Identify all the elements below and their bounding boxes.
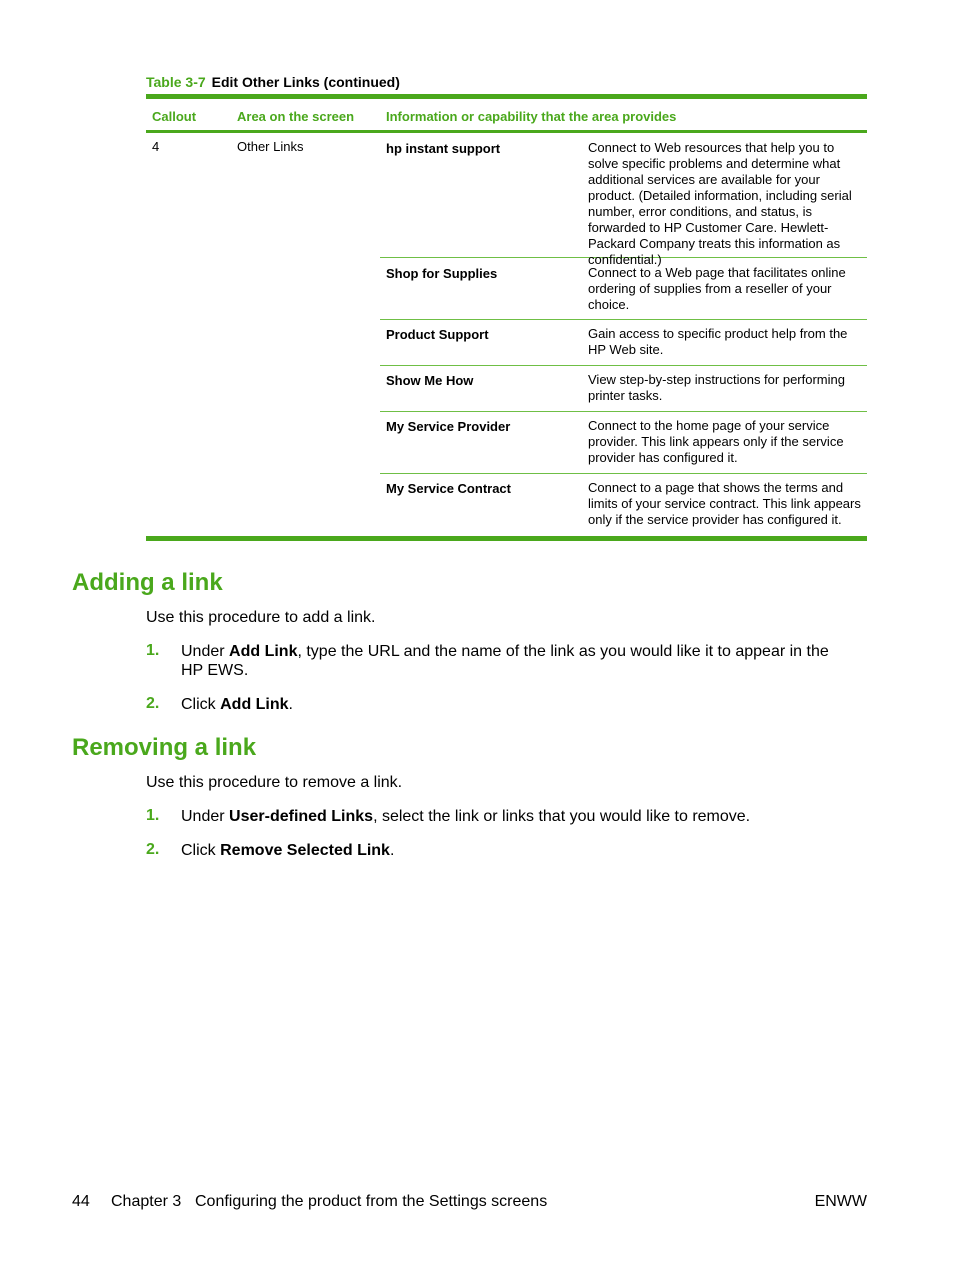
callout-number: 4 <box>152 139 160 154</box>
step-text: Click <box>181 842 221 859</box>
adding-step-1-number: 1. <box>146 642 160 659</box>
link-name: Shop for Supplies <box>386 266 498 281</box>
link-description: Connect to a page that shows the terms and limits of your service contract. This link appears only if the service provider has configured it. <box>588 480 861 527</box>
removing-step-2 <box>181 841 851 860</box>
removing-step-1-number: 1. <box>146 807 160 824</box>
adding-step-2-number: 2. <box>146 695 160 712</box>
link-name: My Service Provider <box>386 419 511 434</box>
section-title-adding: Adding a link <box>72 569 223 596</box>
header-info: Information or capability that the area provides <box>386 109 677 124</box>
table-row <box>380 133 867 267</box>
table-body <box>146 133 867 536</box>
step-text: Under <box>181 643 230 660</box>
link-description: Connect to a Web page that facilitates online ordering of supplies from a reseller of your choice. <box>588 265 846 312</box>
removing-step-2-number: 2. <box>146 841 160 858</box>
table-number: Table 3-7 <box>146 74 206 90</box>
ui-term: Add Link <box>220 696 289 713</box>
step-text: . <box>389 842 395 859</box>
table-row <box>380 412 867 474</box>
chapter-title: Configuring the product from the Settings screens <box>195 1193 548 1210</box>
step-text: Under <box>181 808 230 825</box>
link-description: Connect to Web resources that help you to solve specific problems and determine what additional services are available for your product. (Detailed information, including serial number, error conditions, and status, is forwarded to HP Customer Care. Hewlett-Packard Company treats this information as confidential.) <box>588 140 852 267</box>
adding-intro: Use this procedure to add a link. <box>146 609 376 626</box>
page-number: 44 <box>72 1193 90 1210</box>
header-callout: Callout <box>152 109 197 124</box>
table-row <box>380 258 867 320</box>
adding-step-1 <box>181 642 851 680</box>
table-row <box>380 474 867 536</box>
link-name: hp instant support <box>386 141 501 156</box>
step-text: . <box>288 696 293 713</box>
table-row <box>380 320 867 366</box>
table-header-row <box>146 99 867 130</box>
table-bottom-rule <box>146 536 867 541</box>
chapter-label: Chapter 3 <box>111 1193 182 1210</box>
link-name: Product Support <box>386 327 489 342</box>
ui-term: User-defined Links <box>229 808 374 825</box>
locale-code: ENWW <box>814 1193 867 1210</box>
adding-step-2 <box>181 695 851 714</box>
links-table <box>146 94 867 541</box>
area-name: Other Links <box>237 139 304 154</box>
link-name: My Service Contract <box>386 481 511 496</box>
section-title-removing: Removing a link <box>72 734 257 761</box>
step-text: , select the link or links that you would like to remove. <box>373 808 751 825</box>
link-name: Show Me How <box>386 373 474 388</box>
header-area: Area on the screen <box>237 109 355 124</box>
removing-step-1 <box>181 807 851 826</box>
step-text: , type the URL and the name of the link as you would like it to appear in the HP EWS. <box>181 643 829 679</box>
ui-term: Add Link <box>229 643 298 660</box>
link-description: View step-by-step instructions for performing printer tasks. <box>588 372 845 403</box>
ui-term: Remove Selected Link <box>220 842 390 859</box>
table-caption <box>146 74 400 90</box>
table-title: Edit Other Links (continued) <box>211 74 400 90</box>
link-description: Connect to the home page of your service provider. This link appears only if the service provider has configured it. <box>588 418 844 465</box>
link-description: Gain access to specific product help from the HP Web site. <box>588 326 848 357</box>
table-row <box>380 366 867 412</box>
removing-intro: Use this procedure to remove a link. <box>146 774 403 791</box>
step-text: Click <box>181 696 221 713</box>
